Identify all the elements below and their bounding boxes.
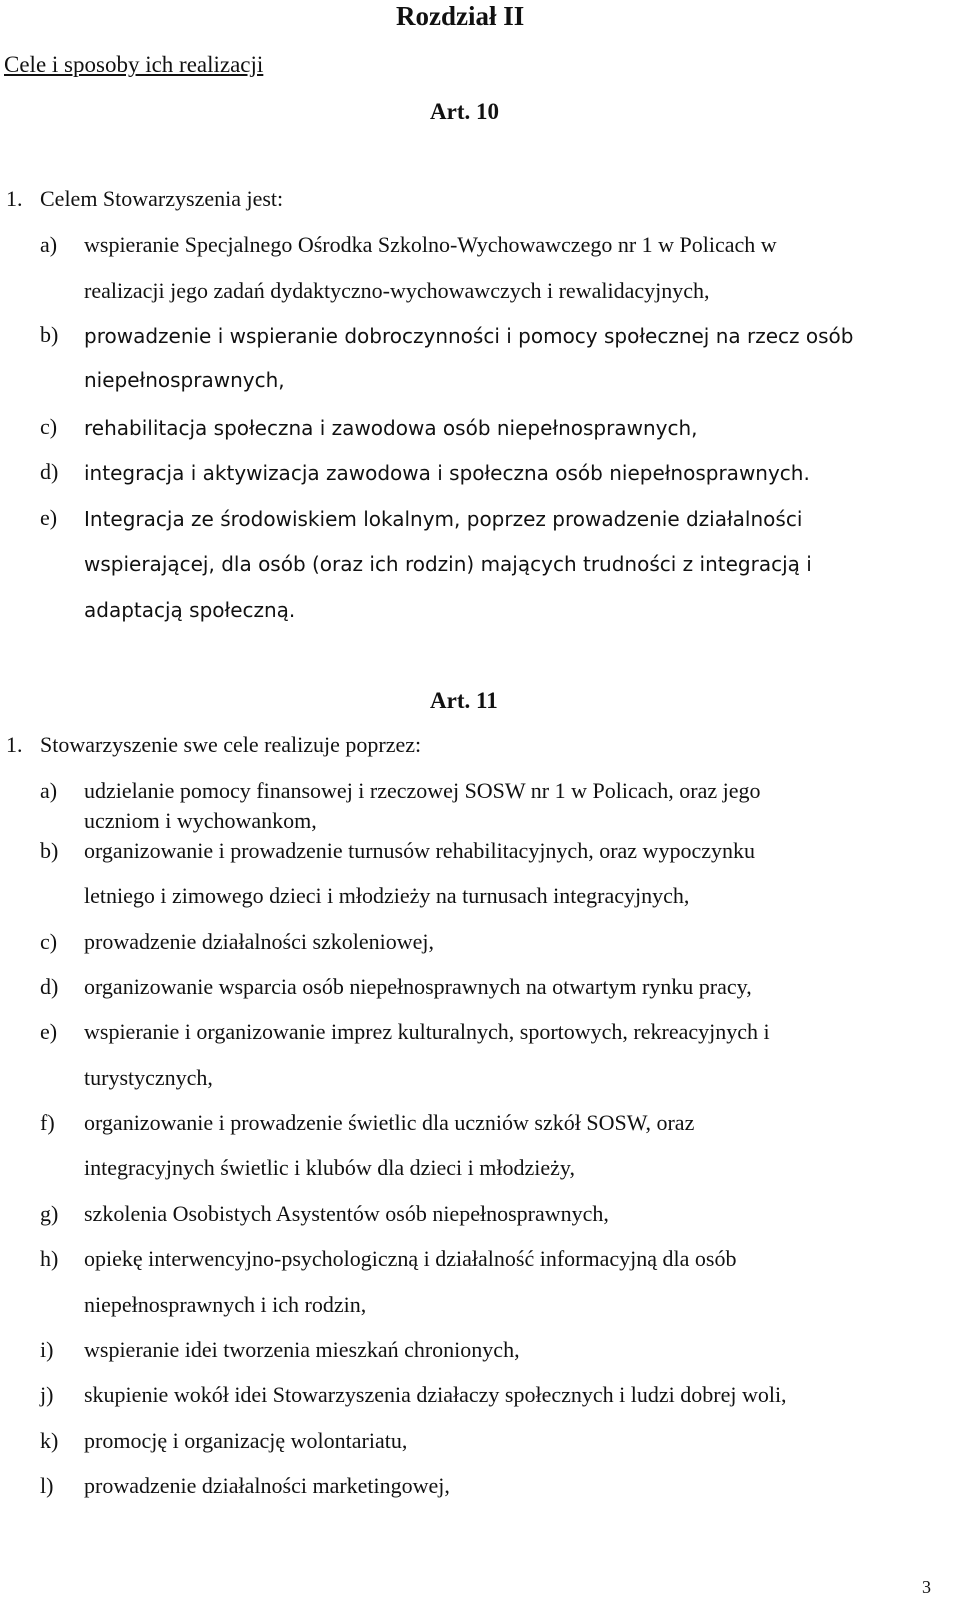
art10-item-b-line1: prowadzenie i wspieranie dobroczynności i pomocy społecznej na rzecz osób <box>84 324 854 348</box>
art10-item-letter: b) <box>40 322 59 347</box>
art11-intro: Stowarzyszenie swe cele realizuje poprzez: <box>40 732 422 757</box>
art11-item-g-line1: szkolenia Osobistych Asystentów osób niepełnosprawnych, <box>84 1201 609 1226</box>
art10-item-c-line1: rehabilitacja społeczna i zawodowa osób niepełnosprawnych, <box>84 416 698 440</box>
art11-item-l-line1: prowadzenie działalności marketingowej, <box>84 1473 450 1498</box>
art11-item-h-line1: opiekę interwencyjno-psychologiczną i działalność informacyjną dla osób <box>84 1246 737 1271</box>
art11-item-a-line2: uczniom i wychowankom, <box>84 808 317 833</box>
article-11-title: Art. 11 <box>430 688 498 713</box>
art10-item-e-line1: Integracja ze środowiskiem lokalnym, poprzez prowadzenie działalności <box>84 507 803 531</box>
text: wspieranie Specjalnego Ośrodka Szkolno-Wychowawczego nr 1 w Policach w <box>84 232 777 257</box>
art11-item-e-line2: turystycznych, <box>84 1065 213 1090</box>
art10-item-letter: e) <box>40 505 58 530</box>
art10-item-letter: c) <box>40 414 58 439</box>
art11-item-letter: j) <box>40 1382 54 1407</box>
art11-item-c-line1: prowadzenie działalności szkoleniowej, <box>84 929 435 954</box>
art11-item-letter: c) <box>40 929 58 954</box>
page-number: 3 <box>922 1577 931 1597</box>
art11-item-letter: g) <box>40 1201 59 1226</box>
art10-item-letter: d) <box>40 459 59 484</box>
art11-item-letter: a) <box>40 778 58 803</box>
art10-intro: Celem Stowarzyszenia jest: <box>40 186 284 211</box>
art10-item-a-line1 <box>84 234 934 256</box>
art11-item-a-line1: udzielanie pomocy finansowej i rzeczowej SOSW nr 1 w Policach, oraz jego <box>84 778 761 803</box>
section-heading: Cele i sposoby ich realizacji <box>4 52 264 77</box>
art10-intro-number: 1. <box>6 186 23 211</box>
art11-item-i-line1: wspieranie idei tworzenia mieszkań chronionych, <box>84 1337 520 1362</box>
chapter-title: Rozdział II <box>396 1 525 31</box>
art11-item-letter: h) <box>40 1246 59 1271</box>
art10-item-e-line2: wspierającej, dla osób (oraz ich rodzin) mających trudności z integracją i <box>84 552 812 576</box>
art11-item-letter: e) <box>40 1019 58 1044</box>
art11-item-letter: i) <box>40 1337 54 1362</box>
art11-item-b-line2: letniego i zimowego dzieci i młodzieży na turnusach integracyjnych, <box>84 883 690 908</box>
art10-item-e-line3: adaptacją społeczną. <box>84 598 296 622</box>
art10-item-d-line1: integracja i aktywizacja zawodowa i społeczna osób niepełnosprawnych. <box>84 461 810 485</box>
art11-item-b-line1: organizowanie i prowadzenie turnusów rehabilitacyjnych, oraz wypoczynku <box>84 838 755 863</box>
art11-item-f-line1: organizowanie i prowadzenie świetlic dla uczniów szkół SOSW, oraz <box>84 1110 695 1135</box>
art10-item-letter: a) <box>40 232 58 257</box>
art11-item-letter: b) <box>40 838 59 863</box>
art11-item-f-line2: integracyjnych świetlic i klubów dla dzieci i młodzieży, <box>84 1155 575 1180</box>
art11-item-letter: f) <box>40 1110 55 1135</box>
art11-item-e-line1: wspieranie i organizowanie imprez kulturalnych, sportowych, rekreacyjnych i <box>84 1019 770 1044</box>
art11-item-letter: l) <box>40 1473 54 1498</box>
art11-item-letter: k) <box>40 1428 59 1453</box>
art10-item-a-line2: realizacji jego zadań dydaktyczno-wychowawczych i rewalidacyjnych, <box>84 278 710 303</box>
art11-item-h-line2: niepełnosprawnych i ich rodzin, <box>84 1292 367 1317</box>
art11-item-d-line1: organizowanie wsparcia osób niepełnosprawnych na otwartym rynku pracy, <box>84 974 752 999</box>
art11-item-k-line1: promocję i organizację wolontariatu, <box>84 1428 408 1453</box>
art10-item-b-line2: niepełnosprawnych, <box>84 368 285 392</box>
art11-item-j-line1: skupienie wokół idei Stowarzyszenia działaczy społecznych i ludzi dobrej woli, <box>84 1382 787 1407</box>
art11-item-letter: d) <box>40 974 59 999</box>
article-10-title: Art. 10 <box>430 99 499 124</box>
art11-intro-number: 1. <box>6 732 23 757</box>
